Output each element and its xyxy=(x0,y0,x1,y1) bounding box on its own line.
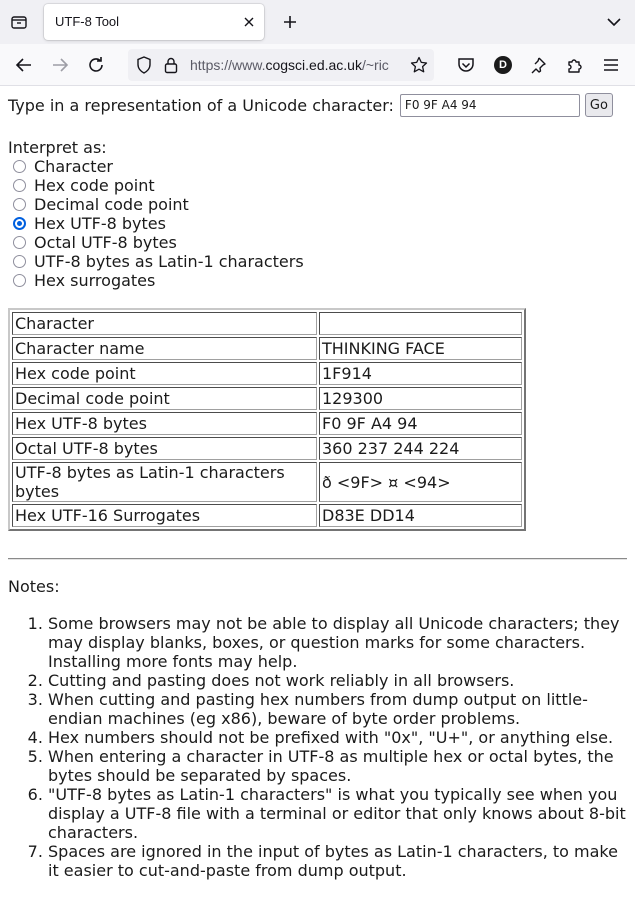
row-label: Octal UTF-8 bytes xyxy=(12,437,317,460)
table-row xyxy=(12,437,522,460)
radio-option-hex-surrogates[interactable] xyxy=(8,271,627,290)
row-value: THINKING FACE xyxy=(319,337,522,360)
bookmark-star-icon[interactable] xyxy=(410,56,428,78)
reload-icon[interactable] xyxy=(86,55,106,75)
radio-button[interactable] xyxy=(13,179,26,192)
row-value: ð <9F> ¤ <94> xyxy=(319,462,522,502)
interpret-options xyxy=(8,157,627,290)
radio-button[interactable] xyxy=(13,198,26,211)
radio-label: Hex code point xyxy=(34,176,155,195)
account-initial: D xyxy=(494,56,512,74)
tab-title: UTF-8 Tool xyxy=(55,14,120,29)
active-tab[interactable] xyxy=(44,4,264,40)
tracking-shield-icon[interactable] xyxy=(136,56,152,78)
account-avatar[interactable] xyxy=(493,55,513,75)
hamburger-menu-icon[interactable] xyxy=(601,55,621,75)
url-text[interactable] xyxy=(190,57,400,73)
radio-button[interactable] xyxy=(13,274,26,287)
url-prefix: https://www. xyxy=(190,57,266,73)
list-item: 5. When entering a character in UTF-8 as multiple hex or octal bytes, the bytes should be separated by spaces. xyxy=(48,747,627,785)
back-arrow-icon[interactable] xyxy=(14,55,34,75)
radio-label: Hex UTF-8 bytes xyxy=(34,214,166,233)
forward-arrow-icon[interactable] xyxy=(50,55,70,75)
notes-heading: Notes: xyxy=(8,577,60,596)
list-item: 6. "UTF-8 bytes as Latin-1 characters" is what you typically see when you display a UTF-8 file with a terminal or editor that only knows about 8-bit characters. xyxy=(48,785,627,842)
go-button[interactable]: Go xyxy=(585,93,613,117)
result-table xyxy=(8,308,526,531)
chevron-down-icon[interactable] xyxy=(605,13,623,31)
radio-label: Octal UTF-8 bytes xyxy=(34,233,177,252)
address-bar[interactable] xyxy=(128,49,434,81)
lock-icon[interactable] xyxy=(163,56,179,78)
navigation-toolbar xyxy=(0,44,635,86)
table-row xyxy=(12,312,522,335)
radio-label: Character xyxy=(34,157,113,176)
character-input[interactable] xyxy=(400,94,580,117)
lookup-form xyxy=(8,93,627,117)
page-content xyxy=(0,86,635,880)
radio-option-character[interactable] xyxy=(8,157,627,176)
row-label: Hex UTF-8 bytes xyxy=(12,412,317,435)
interpret-heading: Interpret as: xyxy=(8,138,107,157)
radio-option-decimal-code-point[interactable] xyxy=(8,195,627,214)
row-value: D83E DD14 xyxy=(319,504,522,527)
radio-option-latin1-characters[interactable] xyxy=(8,252,627,271)
radio-button[interactable] xyxy=(13,160,26,173)
notes-list xyxy=(8,614,627,880)
extensions-puzzle-icon[interactable] xyxy=(565,55,585,75)
list-item: 4. Hex numbers should not be prefixed with "0x", "U+", or anything else. xyxy=(48,728,627,747)
pocket-icon[interactable] xyxy=(456,55,476,75)
table-row xyxy=(12,504,522,527)
row-label: Hex code point xyxy=(12,362,317,385)
table-row xyxy=(12,462,522,502)
row-label: Hex UTF-16 Surrogates xyxy=(12,504,317,527)
row-label: Character name xyxy=(12,337,317,360)
row-value: 1F914 xyxy=(319,362,522,385)
radio-option-hex-code-point[interactable] xyxy=(8,176,627,195)
table-row xyxy=(12,337,522,360)
tab-strip xyxy=(0,0,635,44)
radio-label: UTF-8 bytes as Latin-1 characters xyxy=(34,252,304,271)
list-all-tabs-icon[interactable] xyxy=(9,12,29,32)
table-row xyxy=(12,387,522,410)
row-value xyxy=(319,312,522,335)
url-path: /~ric xyxy=(361,57,389,73)
radio-label: Hex surrogates xyxy=(34,271,156,290)
radio-option-hex-utf8-bytes[interactable] xyxy=(8,214,627,233)
list-item: 1. Some browsers may not be able to display all Unicode characters; they may display blanks, boxes, or question marks for some characters. Installing more fonts may help. xyxy=(48,614,627,671)
radio-button[interactable] xyxy=(13,236,26,249)
radio-button[interactable] xyxy=(13,217,26,230)
close-tab-icon[interactable] xyxy=(240,13,258,31)
list-item: 2. Cutting and pasting does not work reliably in all browsers. xyxy=(48,671,627,690)
radio-option-octal-utf8-bytes[interactable] xyxy=(8,233,627,252)
list-item: 7. Spaces are ignored in the input of bytes as Latin-1 characters, to make it easier to cut-and-paste from dump output. xyxy=(48,842,627,880)
row-label: Decimal code point xyxy=(12,387,317,410)
table-row xyxy=(12,412,522,435)
divider xyxy=(8,558,627,560)
table-row xyxy=(12,362,522,385)
list-item: 3. When cutting and pasting hex numbers from dump output on little-endian machines (eg x86), beware of byte order problems. xyxy=(48,690,627,728)
row-value: 360 237 244 224 xyxy=(319,437,522,460)
radio-label: Decimal code point xyxy=(34,195,189,214)
radio-button[interactable] xyxy=(13,255,26,268)
row-label: UTF-8 bytes as Latin-1 characters bytes xyxy=(12,462,317,502)
pin-extension-icon[interactable] xyxy=(528,55,548,75)
row-value: F0 9F A4 94 xyxy=(319,412,522,435)
input-prompt: Type in a representation of a Unicode character: xyxy=(8,95,394,115)
new-tab-icon[interactable] xyxy=(280,12,300,32)
row-value: 129300 xyxy=(319,387,522,410)
url-domain: cogsci.ed.ac.uk xyxy=(265,57,362,73)
row-label: Character xyxy=(12,312,317,335)
